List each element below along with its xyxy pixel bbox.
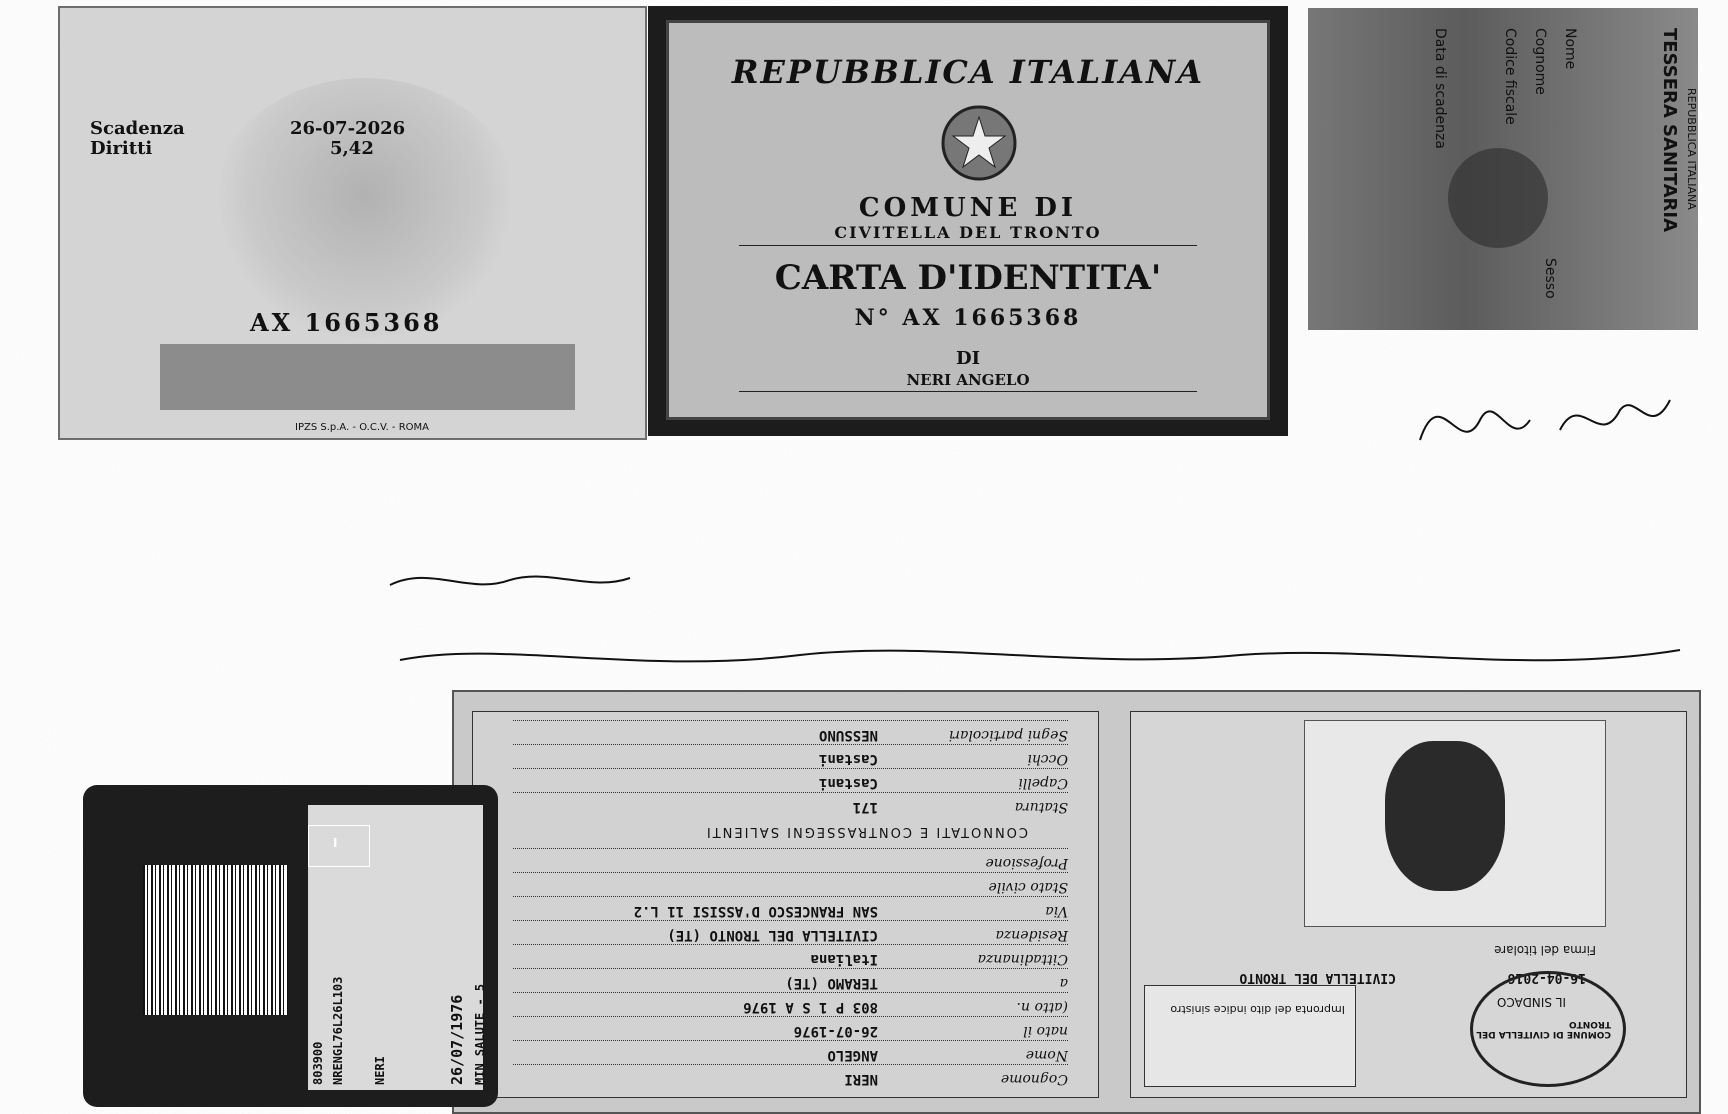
municipality-label: COMUNE DI bbox=[858, 193, 1078, 223]
field-label: Cognome bbox=[1000, 1071, 1068, 1087]
feature-label: Segni particolari bbox=[948, 727, 1068, 743]
feature-value: Castani bbox=[818, 751, 878, 767]
holder-face bbox=[1385, 741, 1505, 891]
field-label: Nome bbox=[1025, 1047, 1068, 1063]
expiry-label: Scadenza bbox=[90, 118, 185, 139]
field-label: nato il bbox=[1023, 1023, 1068, 1039]
data-page bbox=[472, 711, 1099, 1098]
divider bbox=[739, 245, 1197, 246]
signature-label: Firma del titolare bbox=[1494, 943, 1596, 957]
health-emblem-icon bbox=[1428, 138, 1568, 258]
holder-name: NERI ANGELO bbox=[906, 371, 1030, 389]
field-row bbox=[513, 872, 1068, 895]
field-row bbox=[513, 848, 1068, 871]
field-label: a bbox=[1059, 975, 1068, 991]
municipality-name: CIVITELLA DEL TRONTO bbox=[834, 223, 1102, 242]
feature-label: Statura bbox=[1014, 799, 1068, 815]
feature-value: 171 bbox=[852, 799, 878, 815]
document-title: CARTA D'IDENTITA' bbox=[774, 258, 1162, 298]
fees-label: Diritti bbox=[90, 138, 153, 159]
republic-title: REPUBBLICA ITALIANA bbox=[731, 53, 1205, 91]
photo-page bbox=[1130, 711, 1687, 1098]
field-value: CIVITELLA DEL TRONTO (TE) bbox=[667, 927, 878, 943]
feature-label: Occhi bbox=[1027, 751, 1068, 767]
health-field: Codice fiscale bbox=[1502, 28, 1518, 125]
feature-value: NESSUNO bbox=[818, 727, 878, 743]
feature-row bbox=[513, 744, 1068, 767]
thumb-label: Impronta del dito indice sinistro bbox=[1170, 1003, 1345, 1016]
field-value: Italiana bbox=[810, 951, 878, 967]
field-label: (atto n. bbox=[1016, 999, 1068, 1015]
watermark bbox=[210, 78, 520, 338]
cover-frame bbox=[666, 20, 1270, 420]
health-field: Nome bbox=[1562, 28, 1578, 70]
field-label: Stato civile bbox=[988, 879, 1068, 895]
handwritten-note-line1 bbox=[380, 630, 1710, 690]
field-value: 26-07-1976 bbox=[793, 1023, 878, 1039]
divider bbox=[739, 391, 1197, 392]
printer-line: IPZS S.p.A. - O.C.V. - ROMA bbox=[295, 422, 430, 433]
health-card bbox=[1308, 8, 1698, 330]
stamp-text: COMUNE DI CIVITELLA DEL TRONTO bbox=[1476, 1019, 1611, 1039]
id-card-back bbox=[58, 6, 647, 440]
handwritten-signature-top bbox=[1400, 360, 1700, 480]
grey-panel bbox=[160, 344, 575, 410]
field-row bbox=[513, 1016, 1068, 1039]
health-card-back bbox=[83, 785, 498, 1107]
holder-photo bbox=[1304, 720, 1606, 927]
feature-value: Castani bbox=[818, 775, 878, 791]
field-row bbox=[513, 896, 1068, 919]
field-label: Professione bbox=[985, 855, 1068, 871]
health-field: Sesso bbox=[1542, 258, 1558, 299]
hc-surname: NERI bbox=[373, 1056, 387, 1085]
field-row bbox=[513, 1040, 1068, 1063]
thumbprint-box bbox=[1144, 985, 1356, 1087]
feature-row bbox=[513, 720, 1068, 743]
eu-flag-icon bbox=[308, 825, 370, 867]
health-field: Data di scadenza bbox=[1432, 28, 1448, 149]
health-title: TESSERA SANITARIA bbox=[1659, 28, 1680, 233]
cover-number: AX 1665368 bbox=[902, 305, 1082, 331]
field-label: Via bbox=[1045, 903, 1068, 919]
hc-code: NRENGL76L26L103 bbox=[331, 976, 345, 1085]
hc-issuer: MIN SALUTE - 5 bbox=[473, 983, 487, 1085]
field-value: TERAMO (TE) bbox=[785, 975, 878, 991]
field-label: Cittadinanza bbox=[977, 951, 1068, 967]
field-row bbox=[513, 944, 1068, 967]
number-label: N° bbox=[854, 305, 892, 331]
field-value: NERI bbox=[844, 1071, 878, 1087]
section-title: CONNOTATI E CONTRASSEGNI SALIENTI bbox=[704, 824, 1028, 839]
barcode bbox=[143, 865, 288, 1015]
cover-number-row bbox=[669, 305, 1267, 331]
health-field: Cognome bbox=[1532, 28, 1548, 95]
feature-row bbox=[513, 768, 1068, 791]
handwritten-note-line2 bbox=[380, 560, 640, 600]
id-card-data-page bbox=[452, 690, 1701, 1114]
field-row bbox=[513, 968, 1068, 991]
hc-serial: 803900 bbox=[311, 1041, 325, 1085]
feature-row bbox=[513, 792, 1068, 815]
issue-date: 16-04-2016 bbox=[1507, 970, 1586, 985]
eu-country: I bbox=[333, 836, 338, 850]
health-country: REPUBBLICA ITALIANA bbox=[1685, 88, 1698, 210]
feature-label: Capelli bbox=[1018, 775, 1068, 791]
fees-value: 5,42 bbox=[330, 138, 374, 159]
field-row bbox=[513, 920, 1068, 943]
field-value: 803 P 1 S A 1976 bbox=[743, 999, 878, 1015]
field-value: ANGELO bbox=[827, 1047, 878, 1063]
mayor-label: IL SINDACO bbox=[1496, 995, 1566, 1009]
field-label: Residenza bbox=[995, 927, 1068, 943]
of-label: DI bbox=[955, 348, 981, 369]
field-row bbox=[513, 1064, 1068, 1087]
hc-birthdate: 26/07/1976 bbox=[448, 994, 466, 1085]
issue-place: CIVITELLA DEL TRONTO bbox=[1239, 970, 1396, 985]
italian-emblem-icon bbox=[939, 103, 1019, 183]
municipal-stamp bbox=[1470, 971, 1626, 1087]
field-row bbox=[513, 992, 1068, 1015]
card-number: AX 1665368 bbox=[250, 308, 443, 337]
field-value: SAN FRANCESCO D'ASSISI 11 L.2 bbox=[633, 903, 878, 919]
expiry-value: 26-07-2026 bbox=[290, 118, 406, 139]
id-card-cover bbox=[648, 6, 1288, 436]
